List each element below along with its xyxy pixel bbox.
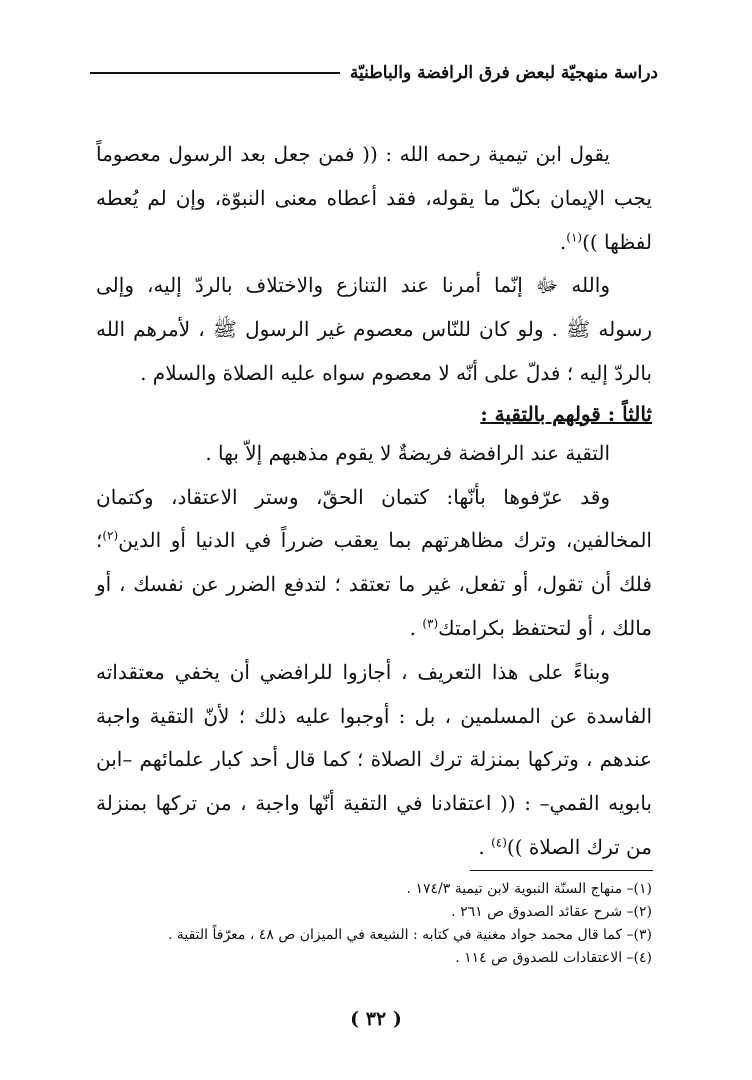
running-header — [90, 58, 658, 88]
footnote-ref-3: (٣) — [422, 616, 439, 631]
footnote-item: (٤)– الاعتقادات للصدوق ص ١١٤ . — [455, 950, 652, 966]
paragraph-taqiyya-definition: وقد عرّفوها بأنّها: كتمان الحقّ، وستر الاعتقاد، وكتمان المخالفين، وترك مظاهرتهم بما يعقب ضرراً في الدنيا أو الدين$^{(٢)}$؛ فلك أن تقول، أو تفعل، غير ما تعتقد ؛ لتدفع الضرر عن نفسك ، أو مالك ، أو لتحتفظ بكرامتك$^{(٣)}$ . — [96, 484, 652, 640]
footnote-ref-1: (١) — [566, 229, 583, 244]
footnote-item: (٣)– كما قال محمد جواد مغنية في كتابه : الشيعة في الميزان ص ٤٨ ، معرّفاً التقية . — [167, 927, 652, 943]
header-rule — [90, 72, 340, 74]
paragraph-ibn-taymiyya-quote: يقول ابن تيمية رحمه الله : (( فمن جعل بعد الرسول معصوماً يجب الإيمان بكلّ ما يقوله، فقد أعطاه معنى النبوّة، وإن لم يُعطه لفظها ))$^{(١)}$. — [96, 142, 652, 254]
paragraph-taqiyya-obligation: التقية عند الرافضة فريضةٌ لا يقوم مذهبهم إلاّ بها . — [205, 440, 610, 465]
footnotes — [96, 878, 652, 970]
section-heading: ثالثاً : قولهم بالتقية : — [480, 401, 652, 426]
footnote-ref-4: (٤) — [491, 835, 507, 850]
main-text — [96, 133, 652, 870]
footnote-separator — [470, 870, 653, 871]
footnote-ref-2: (٢) — [102, 528, 119, 543]
paragraph-return-to-god: والله ﷻ إنّما أمرنا عند التنازع والاختلاف بالردّ إليه، وإلى رسوله ﷺ . ولو كان للنّاس معصوم غير الرسول ﷺ ، لأمرهم الله بالردّ إليه ؛ فدلّ على أنّه لا معصوم سواه عليه الصلاة والسلام . — [96, 273, 652, 385]
footnote-item: (١)– منهاج السنّة النبوية لابن تيمية ١٧٤/٣ . — [406, 881, 652, 897]
paragraph-taqiyya-consequence: وبناءً على هذا التعريف ، أجازوا للرافضي أن يخفي معتقداته الفاسدة عن المسلمين ، بل : أوجبوا عليه ذلك ؛ لأنّ التقية واجبة عندهم ، وتركها بمنزلة ترك الصلاة ؛ كما قال أحد كبار علمائهم –ابن بابويه القمي– : (( اعتقادنا في التقية أنّها واجبة ، من تركها بمنزلة من ترك الصلاة ))$^{(٤)}$ . — [96, 659, 652, 859]
page-number: ( ٣٢ ) — [350, 1008, 402, 1030]
footnote-item: (٢)– شرح عقائد الصدوق ص ٢٦١ . — [451, 904, 652, 920]
running-header-title: دراسة منهجيّة لبعض فرق الرافضة والباطنيّة — [349, 63, 658, 83]
